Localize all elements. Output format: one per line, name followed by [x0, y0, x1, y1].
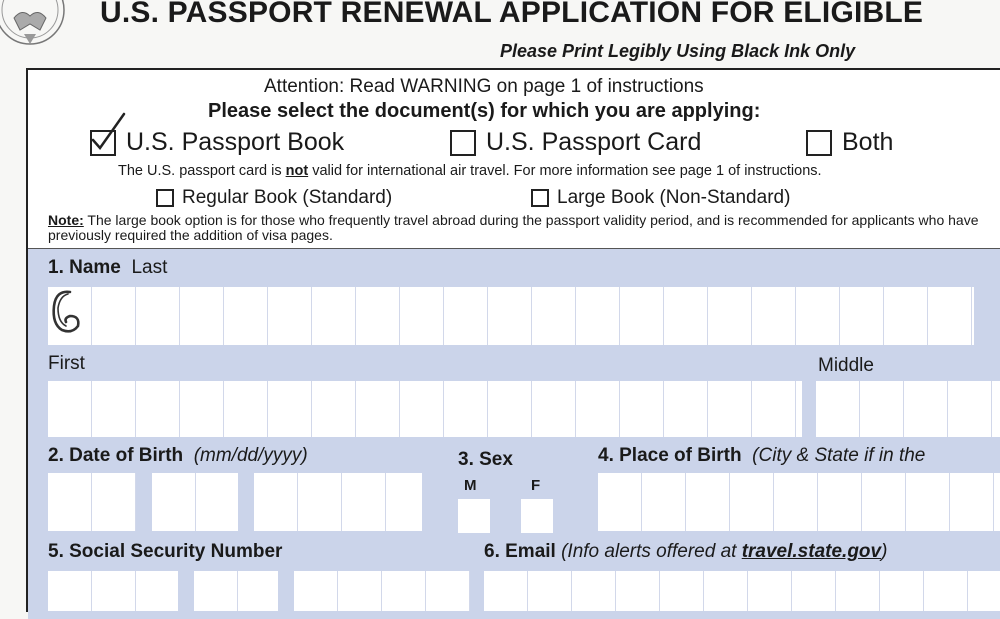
option-both[interactable]: [806, 128, 893, 157]
regular-book-checkbox[interactable]: [156, 189, 174, 207]
passport-book-checkbox[interactable]: [90, 130, 116, 156]
option-regular-book[interactable]: [156, 187, 392, 209]
dob-month-field[interactable]: [48, 473, 136, 531]
sex-m-box[interactable]: [458, 499, 490, 533]
large-book-label: Large Book (Non-Standard): [557, 187, 791, 208]
email-label: 6. Email (Info alerts offered at travel.state.gov): [484, 541, 888, 562]
sex-f-label: F: [531, 477, 541, 494]
checkmark-icon: [90, 112, 130, 156]
both-checkbox[interactable]: [806, 130, 832, 156]
sex-label: 3. Sex: [458, 449, 513, 470]
dob-label: 2. Date of Birth (mm/dd/yyyy): [48, 445, 308, 466]
handwritten-initial: [48, 286, 88, 338]
large-book-checkbox[interactable]: [531, 189, 549, 207]
document-selection-section: [28, 70, 1000, 248]
option-passport-book[interactable]: [90, 128, 344, 157]
option-passport-card[interactable]: [450, 128, 701, 157]
svg-text:G: G: [48, 286, 49, 287]
first-name-field[interactable]: [48, 381, 802, 437]
sex-m-label: M: [464, 477, 477, 494]
card-note: The U.S. passport card is not valid for international air travel. For more information see page 1 of instructions.: [118, 163, 822, 179]
middle-name-field[interactable]: [816, 381, 1000, 437]
regular-book-label: Regular Book (Standard): [182, 187, 393, 208]
ssn-part2-field[interactable]: [194, 571, 278, 611]
dob-year-field[interactable]: [254, 473, 422, 531]
both-label: Both: [842, 128, 894, 156]
seal-icon: [0, 0, 70, 50]
applicant-info-section: [28, 248, 1000, 619]
sex-f-box[interactable]: [521, 499, 553, 533]
option-large-book[interactable]: [531, 187, 790, 209]
form-subtitle: Please Print Legibly Using Black Ink Only: [500, 41, 856, 61]
email-field[interactable]: [484, 571, 1000, 611]
large-book-note: Note: The large book option is for those who frequently travel abroad during the passport validity period, and is recommended for applicants who have previously required the addition of visa pages.: [48, 212, 979, 243]
ssn-part1-field[interactable]: [48, 571, 178, 611]
ssn-label: 5. Social Security Number: [48, 541, 283, 562]
middle-name-label: Middle: [818, 355, 874, 376]
place-of-birth-field[interactable]: [598, 473, 1000, 531]
first-name-label: First: [48, 353, 85, 374]
attention-text: Attention: Read WARNING on page 1 of instructions: [264, 76, 704, 97]
form-box: [26, 68, 1000, 612]
name-label: 1. Name Last: [48, 257, 168, 278]
ssn-part3-field[interactable]: [294, 571, 470, 611]
dob-day-field[interactable]: [152, 473, 238, 531]
place-of-birth-label: 4. Place of Birth (City & State if in the: [598, 445, 926, 466]
passport-book-label: U.S. Passport Book: [126, 128, 345, 156]
card-note-emphasis: not: [285, 163, 309, 179]
last-name-field[interactable]: [48, 287, 974, 345]
passport-card-label: U.S. Passport Card: [486, 128, 702, 156]
travel-state-gov-link[interactable]: travel.state.gov: [741, 541, 882, 562]
passport-card-checkbox[interactable]: [450, 130, 476, 156]
form-title: U.S. PASSPORT RENEWAL APPLICATION FOR ELIGIBLE: [100, 0, 924, 29]
select-prompt: Please select the document(s) for which you are applying:: [208, 100, 761, 122]
